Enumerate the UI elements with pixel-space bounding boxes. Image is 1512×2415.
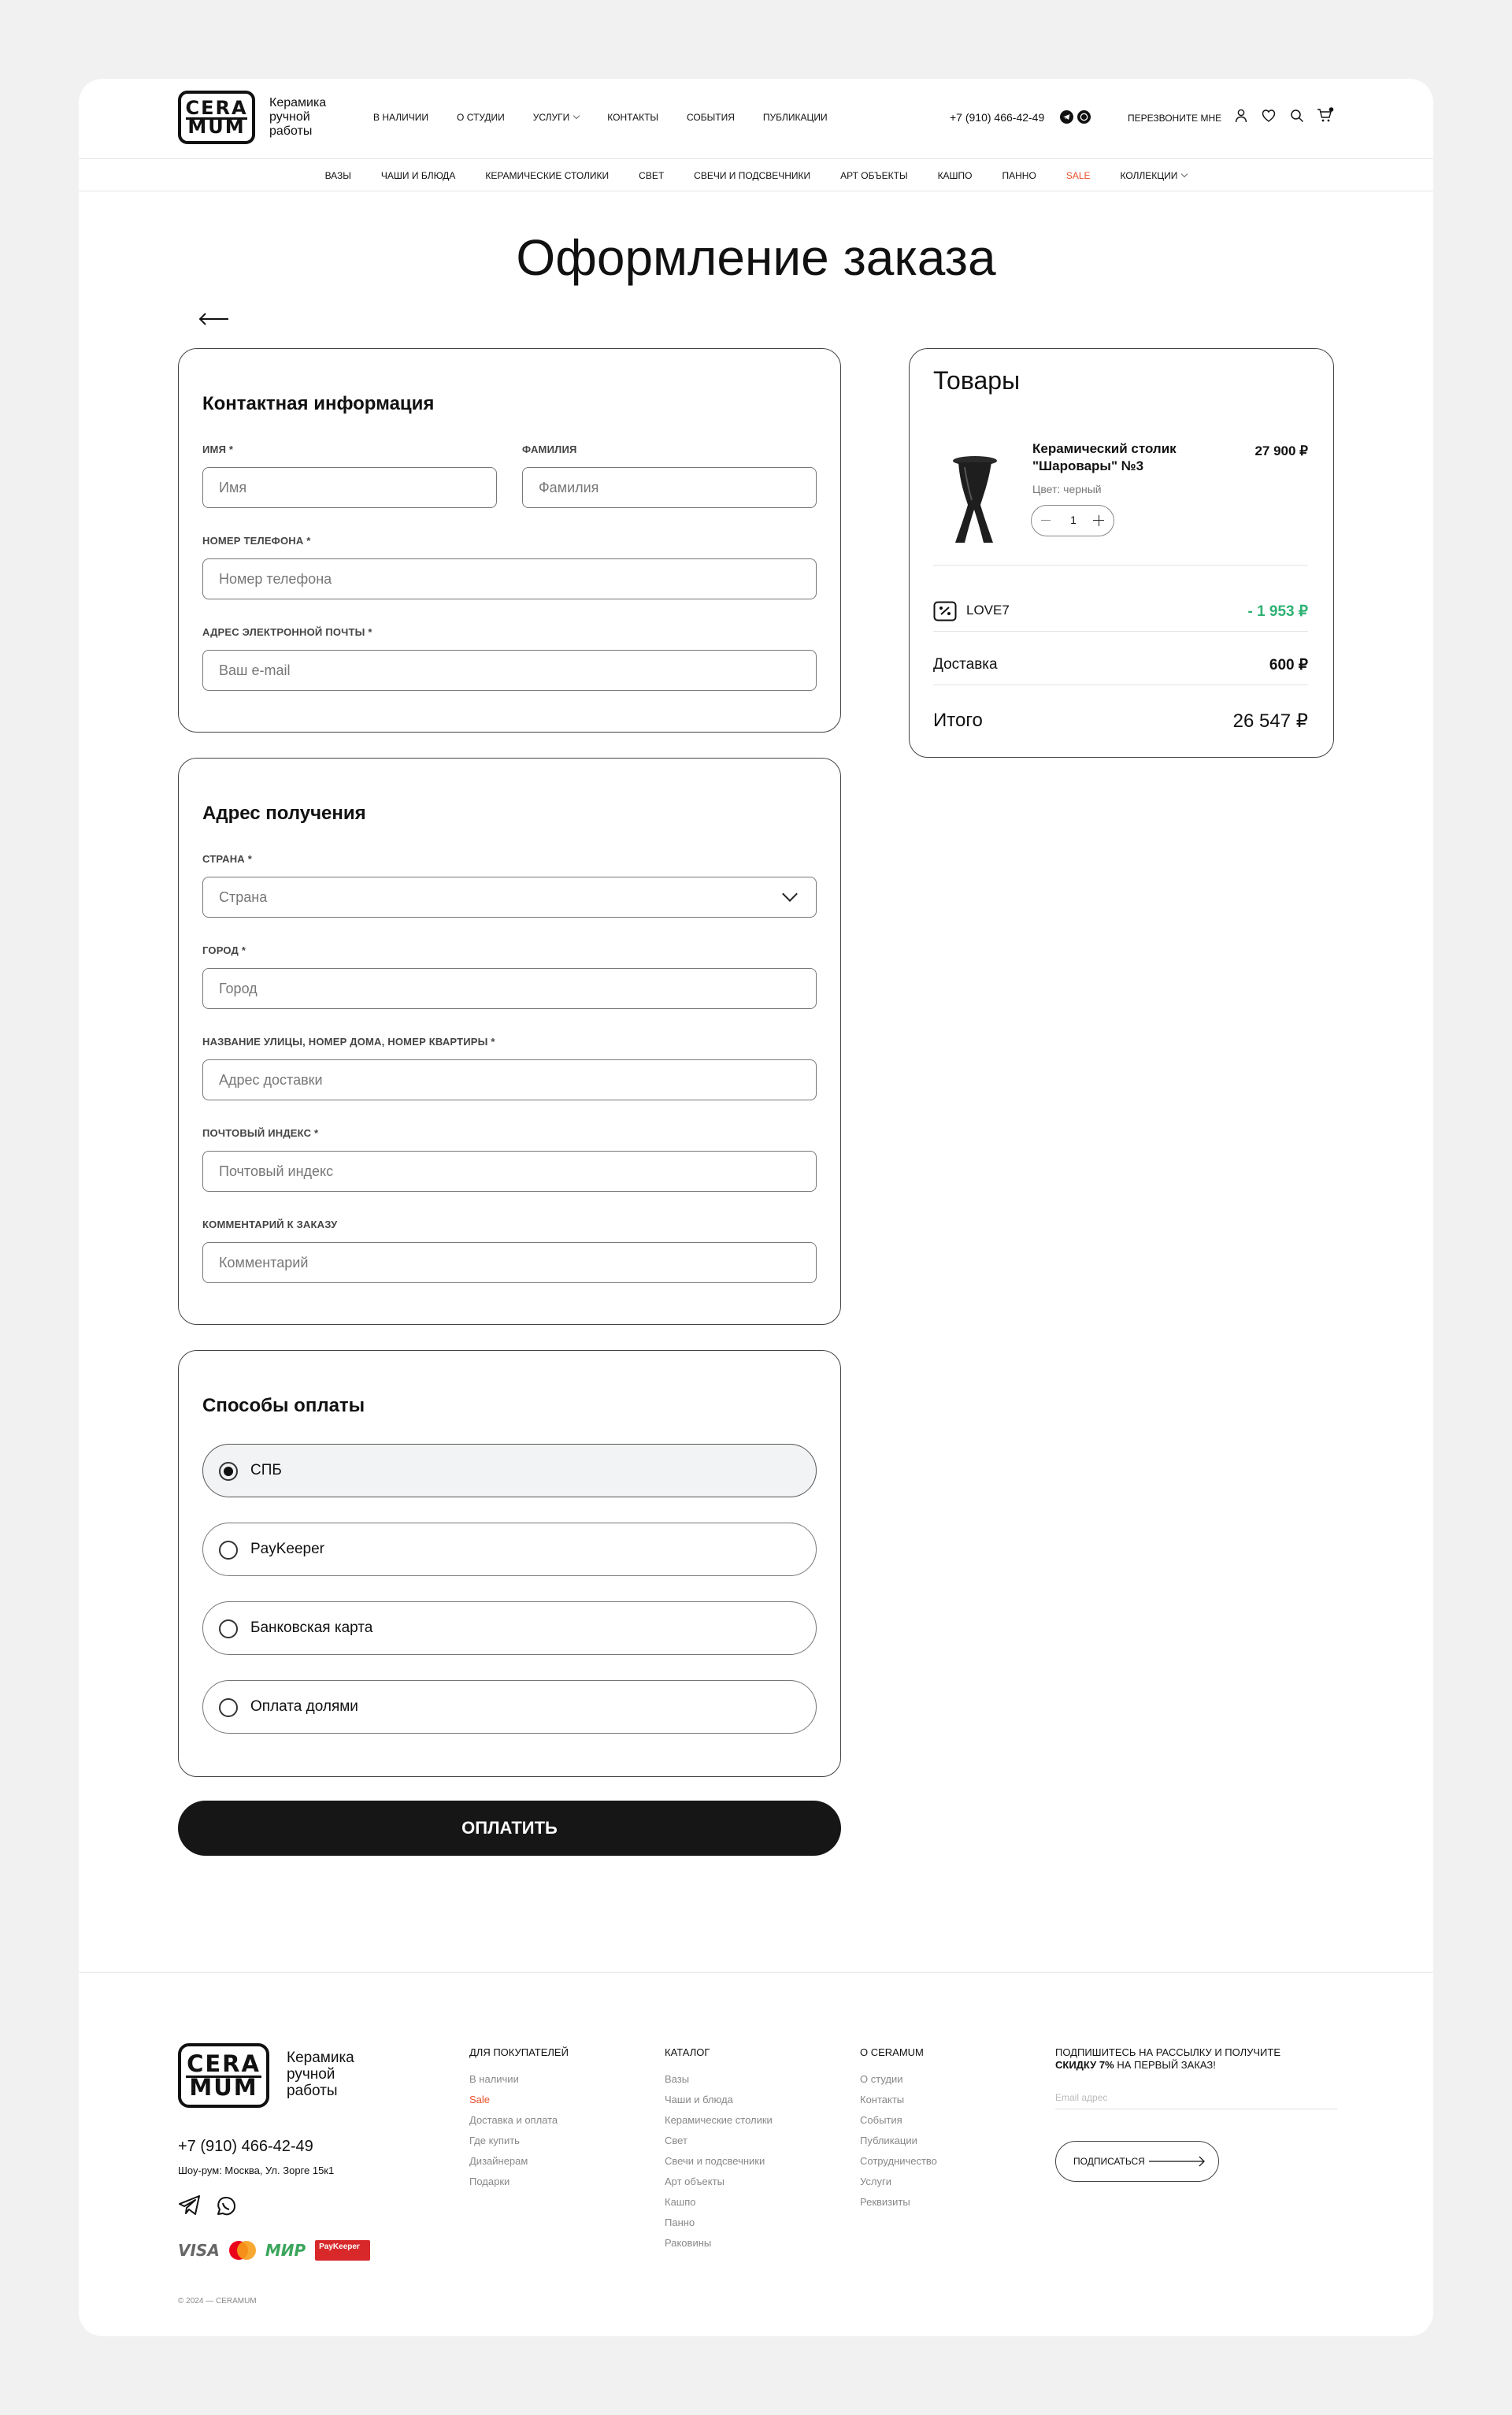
last-name-placeholder: Фамилия [539, 480, 599, 495]
footer-col-catalog [665, 2046, 773, 2254]
cat-planters[interactable]: КАШПО [937, 170, 973, 181]
callback-link[interactable]: ПЕРЕЗВОНИТЕ МНЕ [1128, 113, 1222, 124]
payment-title: Способы оплаты [202, 1395, 365, 1416]
email-placeholder: Ваш e-mail [219, 662, 291, 678]
arrow-right-icon [1149, 2156, 1206, 2167]
footer-divider [79, 1972, 1433, 1973]
cat-sale[interactable]: SALE [1065, 170, 1091, 181]
radio-selected-icon [219, 1462, 238, 1481]
telegram-icon[interactable] [1060, 110, 1073, 124]
city-placeholder: Город [219, 981, 258, 996]
footer-link[interactable]: Публикации [860, 2135, 917, 2146]
chevron-down-icon [782, 886, 798, 902]
divider [933, 684, 1308, 685]
radio-dot [224, 1467, 233, 1476]
site-header [79, 79, 1433, 159]
telegram-icon[interactable] [178, 2194, 202, 2217]
subscribe-button-label: ПОДПИСАТЬСЯ [1073, 2156, 1145, 2167]
footer-col-buyers [469, 2046, 569, 2192]
page-title: Оформление заказа [516, 229, 996, 286]
footer-col-heading: О CERAMUM [860, 2046, 924, 2058]
first-name-input[interactable] [202, 467, 497, 508]
copyright: © 2024 — CERAMUM [178, 2297, 257, 2306]
last-name-input[interactable] [522, 467, 817, 508]
whatsapp-icon[interactable] [1077, 110, 1091, 124]
footer-link[interactable]: Панно [665, 2217, 695, 2228]
phone-placeholder: Номер телефона [219, 571, 332, 587]
subscribe-text-1: ПОДПИШИТЕСЬ НА РАССЫЛКУ И ПОЛУЧИТЕ [1055, 2046, 1280, 2058]
total-price: 26 547 ₽ [1232, 710, 1308, 732]
chevron-down-icon [573, 113, 580, 119]
address-card [178, 758, 841, 1325]
delivery-price: 600 ₽ [1269, 657, 1308, 673]
product-image[interactable] [947, 451, 1002, 546]
nav-events[interactable]: СОБЫТИЯ [687, 112, 735, 123]
payment-option-paykeeper[interactable] [202, 1523, 817, 1576]
footer-link-sale[interactable]: Sale [469, 2094, 491, 2105]
cat-panels[interactable]: ПАННО [1002, 170, 1036, 181]
nav-services[interactable] [533, 112, 580, 123]
footer-link[interactable]: Сотрудничество [860, 2155, 937, 2167]
payment-option-label: СПБ [250, 1462, 282, 1478]
footer-link[interactable]: События [860, 2114, 902, 2126]
subscribe-button[interactable] [1055, 2141, 1219, 2182]
nav-in-stock[interactable]: В НАЛИЧИИ [373, 112, 429, 123]
logo[interactable] [178, 91, 255, 144]
whatsapp-icon[interactable] [214, 2194, 238, 2218]
paykeeper-logo: PayKeeper [315, 2240, 370, 2261]
subscribe-text [1055, 2046, 1315, 2072]
payment-option-label: Оплата долями [250, 1698, 358, 1715]
radio-icon [219, 1541, 238, 1560]
footer-link[interactable]: Свет [665, 2135, 687, 2146]
quantity-stepper [1031, 505, 1114, 536]
footer-link[interactable]: Чаши и блюда [665, 2094, 733, 2105]
search-icon[interactable] [1290, 109, 1304, 123]
contact-info-card [178, 348, 841, 733]
street-input[interactable] [202, 1059, 817, 1100]
footer-col-heading: КАТАЛОГ [665, 2046, 710, 2058]
subscribe-email-placeholder: Email адрес [1055, 2092, 1108, 2103]
email-label: АДРЕС ЭЛЕКТРОННОЙ ПОЧТЫ * [202, 626, 372, 638]
product-name[interactable]: Керамический столик "Шаровары" №3 [1032, 441, 1177, 473]
footer-link[interactable]: Где купить [469, 2135, 520, 2146]
radio-icon [219, 1698, 238, 1717]
footer-col-heading: ДЛЯ ПОКУПАТЕЛЕЙ [469, 2046, 569, 2058]
first-name-placeholder: Имя [219, 480, 247, 495]
mir-logo: МИР [265, 2241, 306, 2260]
zip-label: ПОЧТОВЫЙ ИНДЕКС * [202, 1127, 319, 1139]
footer-link[interactable]: Подарки [469, 2176, 510, 2187]
first-name-label: ИМЯ * [202, 443, 234, 455]
footer-link[interactable]: Контакты [860, 2094, 905, 2105]
page-card [79, 79, 1433, 2336]
email-input[interactable] [202, 650, 817, 691]
pay-button[interactable]: ОПЛАТИТЬ [178, 1801, 841, 1856]
footer-address: Шоу-рум: Москва, Ул. Зорге 15к1 [178, 2165, 335, 2176]
product-color: Цвет: черный [1032, 483, 1102, 495]
footer-tagline: Керамика ручной работы [287, 2050, 354, 2099]
logo-text-bottom: MUM [187, 116, 246, 138]
quantity-value: 1 [1070, 514, 1077, 526]
city-input[interactable] [202, 968, 817, 1009]
logo-text-bottom: MUM [189, 2074, 258, 2101]
payment-option-label: Банковская карта [250, 1619, 373, 1636]
country-select[interactable] [202, 877, 817, 918]
cat-art[interactable]: АРТ ОБЪЕКТЫ [840, 170, 908, 181]
nav-contacts[interactable]: КОНТАКТЫ [607, 112, 659, 123]
footer-link[interactable]: Доставка и оплата [469, 2114, 558, 2126]
logo-text-top: CERA [185, 97, 248, 119]
payment-option-label: PayKeeper [250, 1541, 325, 1557]
zip-placeholder: Почтовый индекс [219, 1163, 334, 1179]
cat-candles[interactable]: СВЕЧИ И ПОДСВЕЧНИКИ [694, 170, 811, 181]
contact-title: Контактная информация [202, 393, 435, 414]
country-label: СТРАНА * [202, 853, 252, 865]
subscribe-discount: СКИДКУ 7% [1055, 2059, 1114, 2071]
payment-option-installments[interactable] [202, 1680, 817, 1734]
footer-link[interactable]: Керамические столики [665, 2114, 773, 2126]
logo-text-top: CERA [187, 2050, 261, 2077]
comment-label: КОММЕНТАРИЙ К ЗАКАЗУ [202, 1219, 338, 1230]
main-nav [373, 112, 856, 123]
logo-tagline: Керамика ручной работы [269, 96, 327, 138]
total-label: Итого [933, 710, 983, 731]
cat-vases[interactable]: ВАЗЫ [324, 170, 351, 181]
order-summary-card [909, 348, 1334, 758]
footer-link[interactable]: Свечи и подсвечники [665, 2155, 765, 2167]
delivery-label: Доставка [933, 656, 998, 673]
footer-link[interactable]: Услуги [860, 2176, 891, 2187]
footer-link[interactable]: Раковины [665, 2237, 712, 2249]
cat-tables[interactable]: КЕРАМИЧЕСКИЕ СТОЛИКИ [485, 170, 610, 181]
footer-logo[interactable] [178, 2043, 269, 2108]
street-placeholder: Адрес доставки [219, 1072, 323, 1088]
heart-icon[interactable] [1262, 109, 1276, 123]
visa-logo: VISA [178, 2241, 220, 2260]
cat-collections[interactable] [1121, 170, 1188, 181]
promo-code: LOVE7 [966, 603, 1010, 618]
divider [933, 631, 1308, 632]
zip-input[interactable] [202, 1151, 817, 1192]
coupon-icon [933, 601, 957, 621]
product-price: 27 900 ₽ [1254, 443, 1308, 458]
city-label: ГОРОД * [202, 944, 246, 956]
chevron-down-icon [1181, 171, 1188, 177]
back-arrow-icon[interactable] [198, 312, 230, 326]
phone-input[interactable] [202, 558, 817, 599]
footer-phone[interactable]: +7 (910) 466-42-49 [178, 2138, 313, 2155]
radio-icon [219, 1619, 238, 1638]
street-label: НАЗВАНИЕ УЛИЦЫ, НОМЕР ДОМА, НОМЕР КВАРТИРЫ * [202, 1036, 495, 1048]
address-title: Адрес получения [202, 803, 366, 824]
payment-option-card[interactable] [202, 1601, 817, 1655]
cat-light[interactable]: СВЕТ [639, 170, 665, 181]
payment-option-sbp[interactable] [202, 1444, 817, 1497]
cat-bowls[interactable]: ЧАШИ И БЛЮДА [380, 170, 456, 181]
footer-link[interactable]: Арт объекты [665, 2176, 724, 2187]
subscribe-email-input[interactable] [1055, 2090, 1337, 2109]
user-icon[interactable] [1235, 109, 1247, 123]
header-phone[interactable]: +7 (910) 466-42-49 [950, 111, 1045, 124]
payment-card [178, 1350, 841, 1777]
nav-publications[interactable]: ПУБЛИКАЦИИ [762, 112, 828, 123]
nav-services-label: УСЛУГИ [532, 112, 570, 123]
phone-label: НОМЕР ТЕЛЕФОНА * [202, 535, 311, 547]
category-nav [79, 160, 1433, 191]
cat-collections-label: КОЛЛЕКЦИИ [1120, 170, 1178, 181]
divider [933, 565, 1308, 566]
comment-input[interactable] [202, 1242, 817, 1283]
comment-placeholder: Комментарий [219, 1255, 309, 1271]
footer-link[interactable]: Кашпо [665, 2196, 696, 2208]
last-name-label: ФАМИЛИЯ [522, 443, 577, 455]
cart-icon[interactable] [1317, 107, 1334, 123]
footer-link[interactable]: В наличии [469, 2073, 519, 2085]
summary-title: Товары [933, 366, 1021, 395]
promo-discount: - 1 953 ₽ [1247, 603, 1308, 620]
footer-link[interactable]: Вазы [665, 2073, 690, 2085]
country-placeholder: Страна [219, 889, 268, 905]
nav-about[interactable]: О СТУДИИ [457, 112, 505, 123]
footer-link[interactable]: О студии [860, 2073, 903, 2085]
mastercard-logo [229, 2241, 256, 2260]
subscribe-text-2: НА ПЕРВЫЙ ЗАКАЗ! [1117, 2059, 1216, 2071]
footer-link[interactable]: Дизайнерам [469, 2155, 528, 2167]
footer-link[interactable]: Реквизиты [860, 2196, 910, 2208]
footer-col-about [860, 2046, 937, 2213]
payment-logos [178, 2240, 370, 2261]
